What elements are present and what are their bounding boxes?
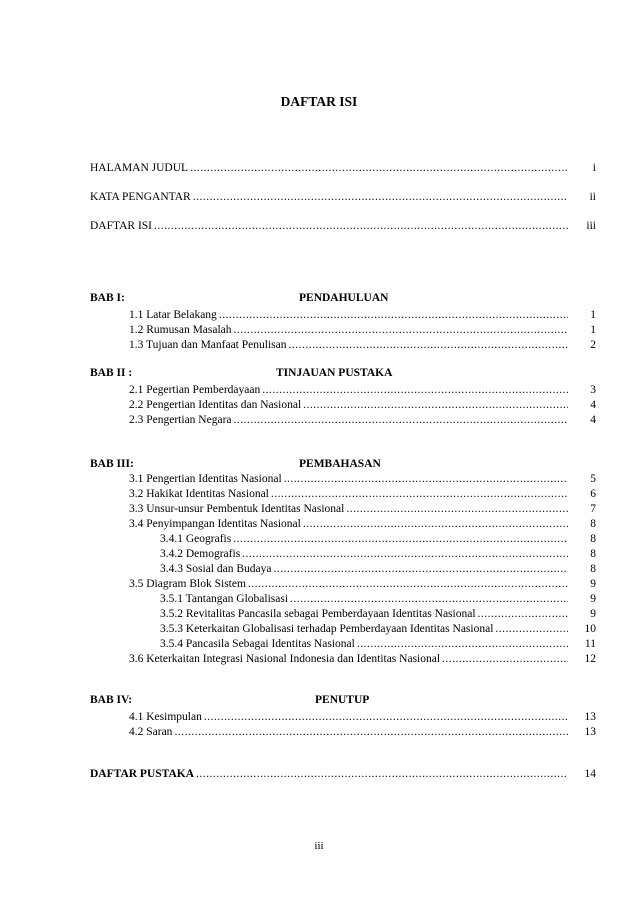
dot-leader xyxy=(196,767,568,782)
toc-entry: 2.2 Pengertian Identitas dan Nasional ..... 4 xyxy=(129,398,596,413)
chapter-heading-bab-4: BAB IV: PENUTUP xyxy=(90,694,370,706)
dot-leader xyxy=(303,517,568,532)
toc-entry-daftar-isi: DAFTAR ISI ..... iii xyxy=(90,219,596,234)
dot-leader xyxy=(154,219,568,234)
dot-leader xyxy=(174,725,568,740)
page-title: DAFTAR ISI xyxy=(280,94,358,109)
dot-leader xyxy=(193,190,568,205)
toc-entry: 3.4 Penyimpangan Identitas Nasional ..... 8 xyxy=(129,517,596,532)
toc-entry: 3.3 Unsur-unsur Pembentuk Identitas Nasional ..... 7 xyxy=(129,502,596,517)
dot-leader xyxy=(495,622,568,637)
toc-entry: 1.3 Tujuan dan Manfaat Penulisan ..... 2 xyxy=(129,338,596,353)
toc-entry-daftar-pustaka: DAFTAR PUSTAKA ..... 14 xyxy=(90,767,596,782)
dot-leader xyxy=(478,607,568,622)
page-number: iii xyxy=(314,840,324,852)
dot-leader xyxy=(204,710,568,725)
toc-entry-kata-pengantar: KATA PENGANTAR ..... ii xyxy=(90,190,596,205)
toc-entry: 4.2 Saran ..... 13 xyxy=(129,725,596,740)
toc-subentry: 3.4.2 Demografis ..... 8 xyxy=(160,547,596,562)
toc-subentry: 3.4.3 Sosial dan Budaya ..... 8 xyxy=(160,562,596,577)
chapter-heading-bab-1: BAB I: PENDAHULUAN xyxy=(90,292,389,304)
dot-leader xyxy=(290,592,568,607)
dot-leader xyxy=(190,161,568,176)
dot-leader xyxy=(288,338,568,353)
toc-subentry: 3.4.1 Geografis ..... 8 xyxy=(160,532,596,547)
toc-entry: 1.2 Rumusan Masalah ..... 1 xyxy=(129,323,596,338)
toc-subentry: 3.5.1 Tantangan Globalisasi ..... 9 xyxy=(160,592,596,607)
toc-entry: 3.2 Hakikat Identitas Nasional ..... 6 xyxy=(129,487,596,502)
dot-leader xyxy=(242,547,568,562)
dot-leader xyxy=(233,532,568,547)
dot-leader xyxy=(219,308,568,323)
dot-leader xyxy=(442,652,568,667)
dot-leader xyxy=(234,413,568,428)
dot-leader xyxy=(303,398,568,413)
toc-entry: 1.1 Latar Belakang ..... 1 xyxy=(129,308,596,323)
dot-leader xyxy=(357,637,568,652)
toc-entry: 4.1 Kesimpulan ..... 13 xyxy=(129,710,596,725)
toc-entry: 2.1 Pegertian Pemberdayaan ..... 3 xyxy=(129,383,596,398)
toc-subentry: 3.5.4 Pancasila Sebagai Identitas Nasional ..... 11 xyxy=(160,637,596,652)
dot-leader xyxy=(262,383,568,398)
toc-entry: 2.3 Pengertian Negara ..... 4 xyxy=(129,413,596,428)
dot-leader xyxy=(271,487,568,502)
toc-entry: 3.1 Pengertian Identitas Nasional ..... 5 xyxy=(129,472,596,487)
dot-leader xyxy=(346,502,568,517)
dot-leader xyxy=(273,562,568,577)
toc-subentry: 3.5.2 Revitalitas Pancasila sebagai Pemberdayaan Identitas Nasional ..... 9 xyxy=(160,607,596,622)
toc-subentry: 3.5.3 Keterkaitan Globalisasi terhadap Pemberdayaan Identitas Nasional ..... 10 xyxy=(160,622,596,637)
chapter-heading-bab-2: BAB II : TINJAUAN PUSTAKA xyxy=(90,367,393,379)
chapter-heading-bab-3: BAB III: PEMBAHASAN xyxy=(90,458,381,470)
dot-leader xyxy=(234,323,568,338)
dot-leader xyxy=(248,577,568,592)
toc-entry: 3.5 Diagram Blok Sistem ..... 9 xyxy=(129,577,596,592)
toc-entry: 3.6 Keterkaitan Integrasi Nasional Indonesia dan Identitas Nasional ..... 12 xyxy=(129,652,596,667)
toc-entry-halaman-judul: HALAMAN JUDUL ..... i xyxy=(90,161,596,176)
dot-leader xyxy=(284,472,568,487)
